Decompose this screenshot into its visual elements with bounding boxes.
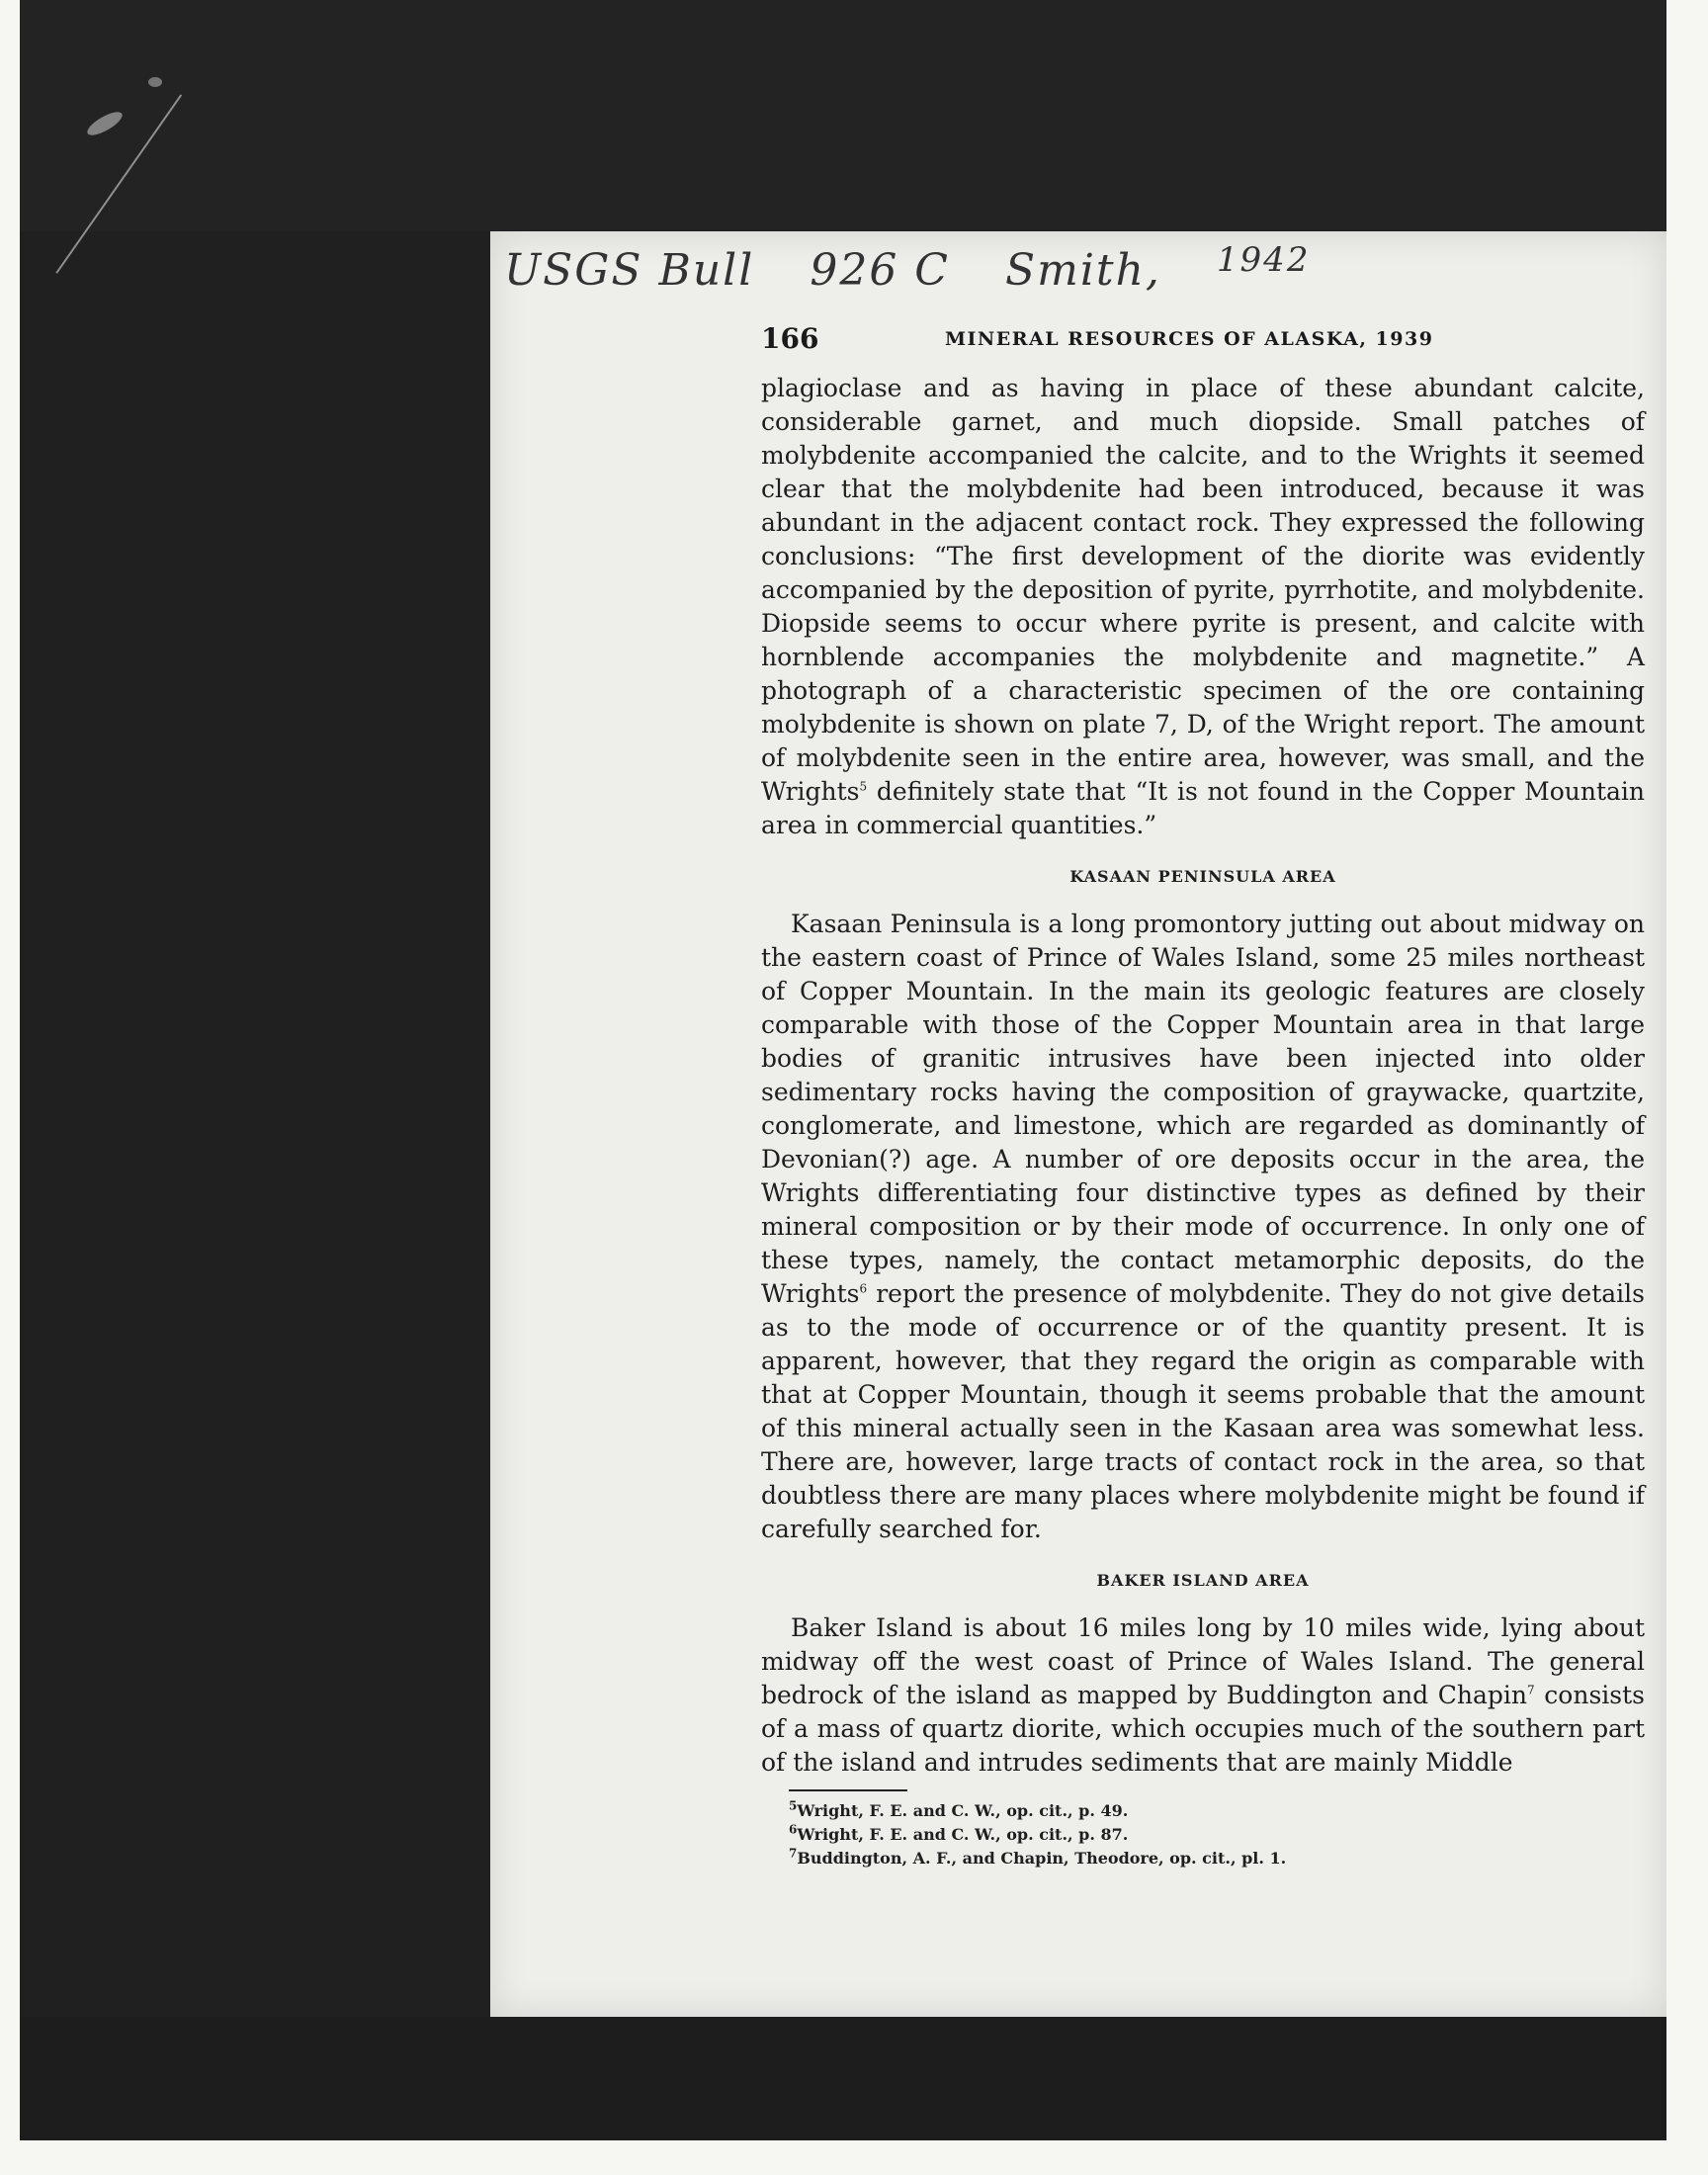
footnote-ref-5: 5: [859, 779, 868, 794]
handwritten-series: USGS Bull: [504, 245, 755, 296]
paragraph-baker: Baker Island is about 16 miles long by 10 miles wide, lying about midway off the west coast of Prince of Wales Island. The general bedrock of the island as mapped by Buddington and Chapin$^7$ consists of a mass of quartz diorite, which occupies much of the southern part of the island and intrudes sediments that are mainly Middle: [761, 1613, 1645, 1777]
paragraph-kasaan: Kasaan Peninsula is a long promontory jutting out about midway on the eastern coast of Prince of Wales Island, some 25 miles northeast of Copper Mountain. In the main its geologic features are closely comparable with those of the Copper Mountain area in that large bodies of granitic intrusives have been injected into older sedimentary rocks having the composition of graywacke, quartzite, conglomerate, and limestone, which are regarded as dominantly of Devonian(?) age. A number of ore deposits occur in the area, the Wrights differentiating four distinctive types as defined by their mineral composition or by their mode of occurrence. In only one of these types, namely, the contact metamorphic deposits, do the Wrights$^6$ report the presence of molybdenite. They do not give details as to the mode of occurrence or of the quantity present. It is apparent, however, that they regard the origin as comparable with that at Copper Mountain, though it seems probable that the amount of this mineral actually seen in the Kasaan area was somewhat less. There are, however, large tracts of contact rock in the area, so that doubtless there are many places where molybdenite might be found if carefully searched for.: [761, 910, 1645, 1543]
paragraph-continuation: plagioclase and as having in place of these abundant calcite, considerable garnet, and much diopside. Small patches of molybdenite accompanied the calcite, and to the Wrights it seemed clear that the molybdenite had been introduced, because it was abundant in the adjacent contact rock. They expressed the following conclusions: “The first development of the diorite was evidently accompanied by the deposition of pyrite, pyrrhotite, and molybdenite. Diopside seems to occur where pyrite is present, and calcite with hornblende accompanies the molybdenite and magnetite.” A photograph of a characteristic specimen of the ore containing molybdenite is shown on plate 7, D, of the Wright report. The amount of molybdenite seen in the entire area, however, was small, and the Wrights$^5$ definitely state that “It is not found in the Copper Mountain area in commercial quantities.”: [761, 374, 1645, 839]
section-heading-kasaan: KASAAN PENINSULA AREA: [1069, 867, 1336, 886]
running-title: MINERAL RESOURCES OF ALASKA, 1939: [945, 328, 1434, 350]
smudge-mark-small: [148, 77, 162, 87]
footnote: $^5$Wright, F. E. and C. W., op. cit., p. 49.: [789, 1798, 1129, 1820]
footnotes: [761, 1799, 1645, 1870]
dark-background-left: [20, 0, 490, 2140]
footnote: $^7$Buddington, A. F., and Chapin, Theodore, op. cit., pl. 1.: [789, 1846, 1287, 1868]
handwritten-year: 1942: [1216, 240, 1311, 280]
page-header: [761, 322, 1651, 362]
page-number: 166: [761, 322, 819, 355]
footnote-ref-6: 6: [859, 1281, 868, 1296]
section-heading-baker: BAKER ISLAND AREA: [1096, 1571, 1310, 1590]
dark-background-bottom: [20, 2017, 1666, 2140]
handwritten-annotation: [504, 240, 1493, 296]
footnote-ref-7: 7: [1527, 1683, 1535, 1697]
handwritten-number: 926 C: [810, 245, 950, 296]
footnote: $^6$Wright, F. E. and C. W., op. cit., p. 87.: [789, 1822, 1129, 1844]
handwritten-author: Smith,: [1004, 245, 1161, 296]
body-text: [761, 372, 1645, 1870]
footnote-divider: [789, 1789, 907, 1791]
document-page: [490, 231, 1666, 2017]
dark-background-top: [20, 0, 1666, 231]
